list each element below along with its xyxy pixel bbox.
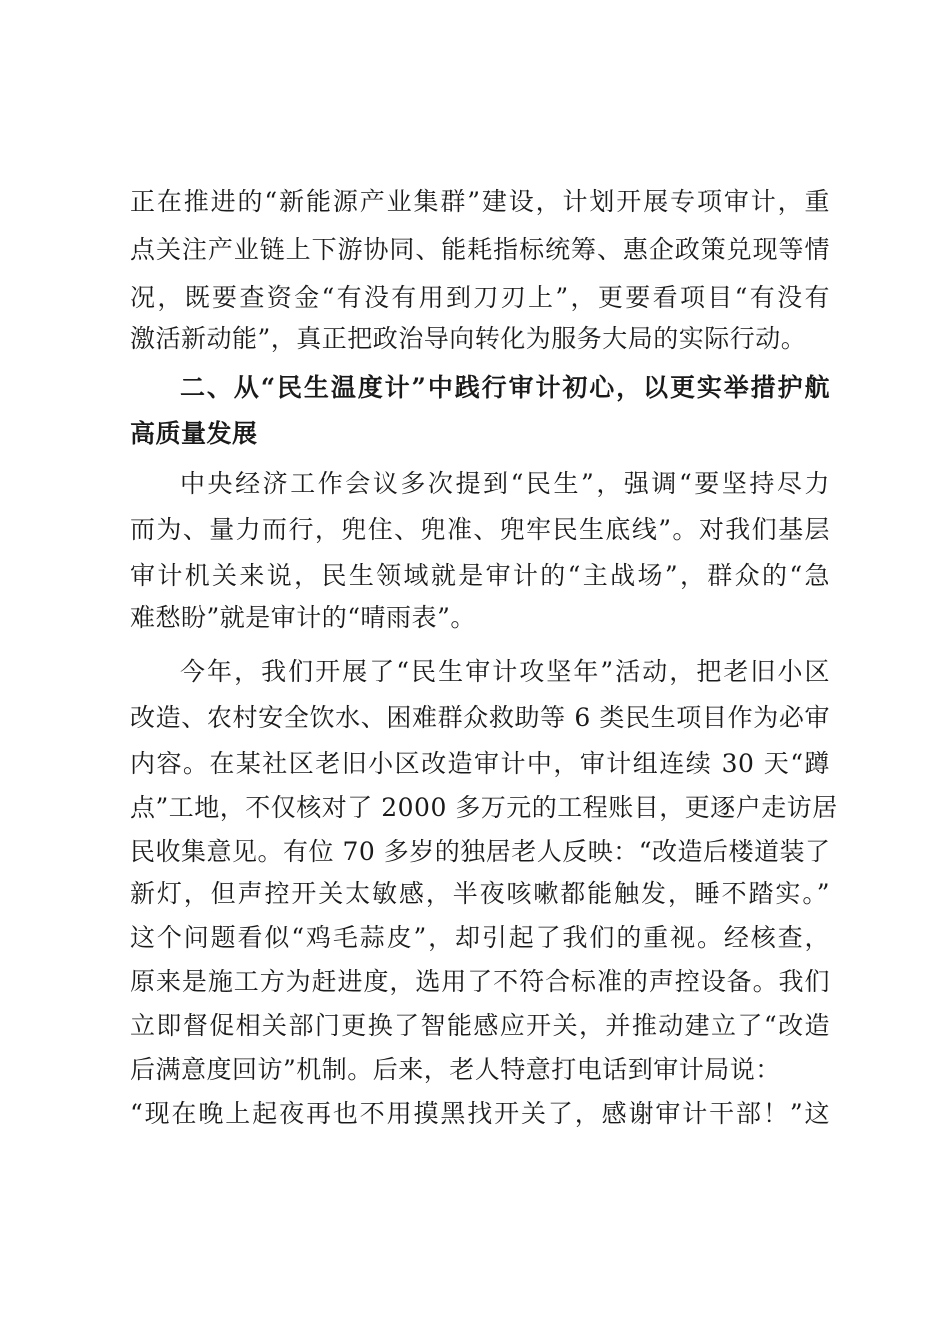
paragraph-2-line-3: 审计机关来说，民生领域就是审计的“主战场”，群众的“急	[130, 561, 830, 590]
paragraph-2-line-2: 而为、量力而行，兜住、兜准、兜牢民生底线”。对我们基层	[130, 515, 830, 544]
paragraph-1-line-3: 况，既要查资金“有没有用到刀刃上”，更要看项目“有没有	[130, 283, 830, 312]
paragraph-3-line-7: 这个问题看似“鸡毛蒜皮”，却引起了我们的重视。经核查，	[130, 923, 830, 952]
paragraph-3-line-8: 原来是施工方为赶进度，选用了不符合标准的声控设备。我们	[130, 967, 830, 996]
paragraph-1-line-1: 正在推进的“新能源产业集群”建设，计划开展专项审计，重	[130, 187, 830, 216]
section-heading-line-1: 二、从“民生温度计”中践行审计初心，以更实举措护航	[180, 373, 830, 402]
paragraph-2-line-1: 中央经济工作会议多次提到“民生”，强调“要坚持尽力	[180, 469, 830, 498]
paragraph-3-line-2: 改造、农村安全饮水、困难群众救助等 6 类民生项目作为必审	[130, 703, 830, 732]
paragraph-1-line-2: 点关注产业链上下游协同、能耗指标统筹、惠企政策兑现等情	[130, 235, 830, 264]
paragraph-3-line-11: “现在晚上起夜再也不用摸黑找开关了，感谢审计干部！”这	[130, 1099, 830, 1128]
paragraph-2-line-4: 难愁盼”就是审计的“晴雨表”。	[130, 603, 476, 632]
paragraph-3-line-3: 内容。在某社区老旧小区改造审计中，审计组连续 30 天“蹲	[130, 749, 830, 778]
paragraph-3-line-1: 今年，我们开展了“民生审计攻坚年”活动，把老旧小区	[180, 657, 830, 686]
paragraph-3-line-4: 点”工地，不仅核对了 2000 多万元的工程账目，更逐户走访居	[130, 793, 838, 822]
section-heading-line-2: 高质量发展	[130, 419, 258, 448]
paragraph-1-line-4: 激活新动能”，真正把政治导向转化为服务大局的实际行动。	[130, 324, 807, 353]
paragraph-3-line-6: 新灯，但声控开关太敏感，半夜咳嗽都能触发，睡不踏实。”	[130, 879, 830, 908]
paragraph-3-line-5: 民收集意见。有位 70 多岁的独居老人反映：“改造后楼道装了	[130, 837, 831, 866]
paragraph-3-line-10: 后满意度回访”机制。后来，老人特意打电话到审计局说：	[130, 1055, 781, 1084]
paragraph-3-line-9: 立即督促相关部门更换了智能感应开关，并推动建立了“改造	[130, 1011, 830, 1040]
